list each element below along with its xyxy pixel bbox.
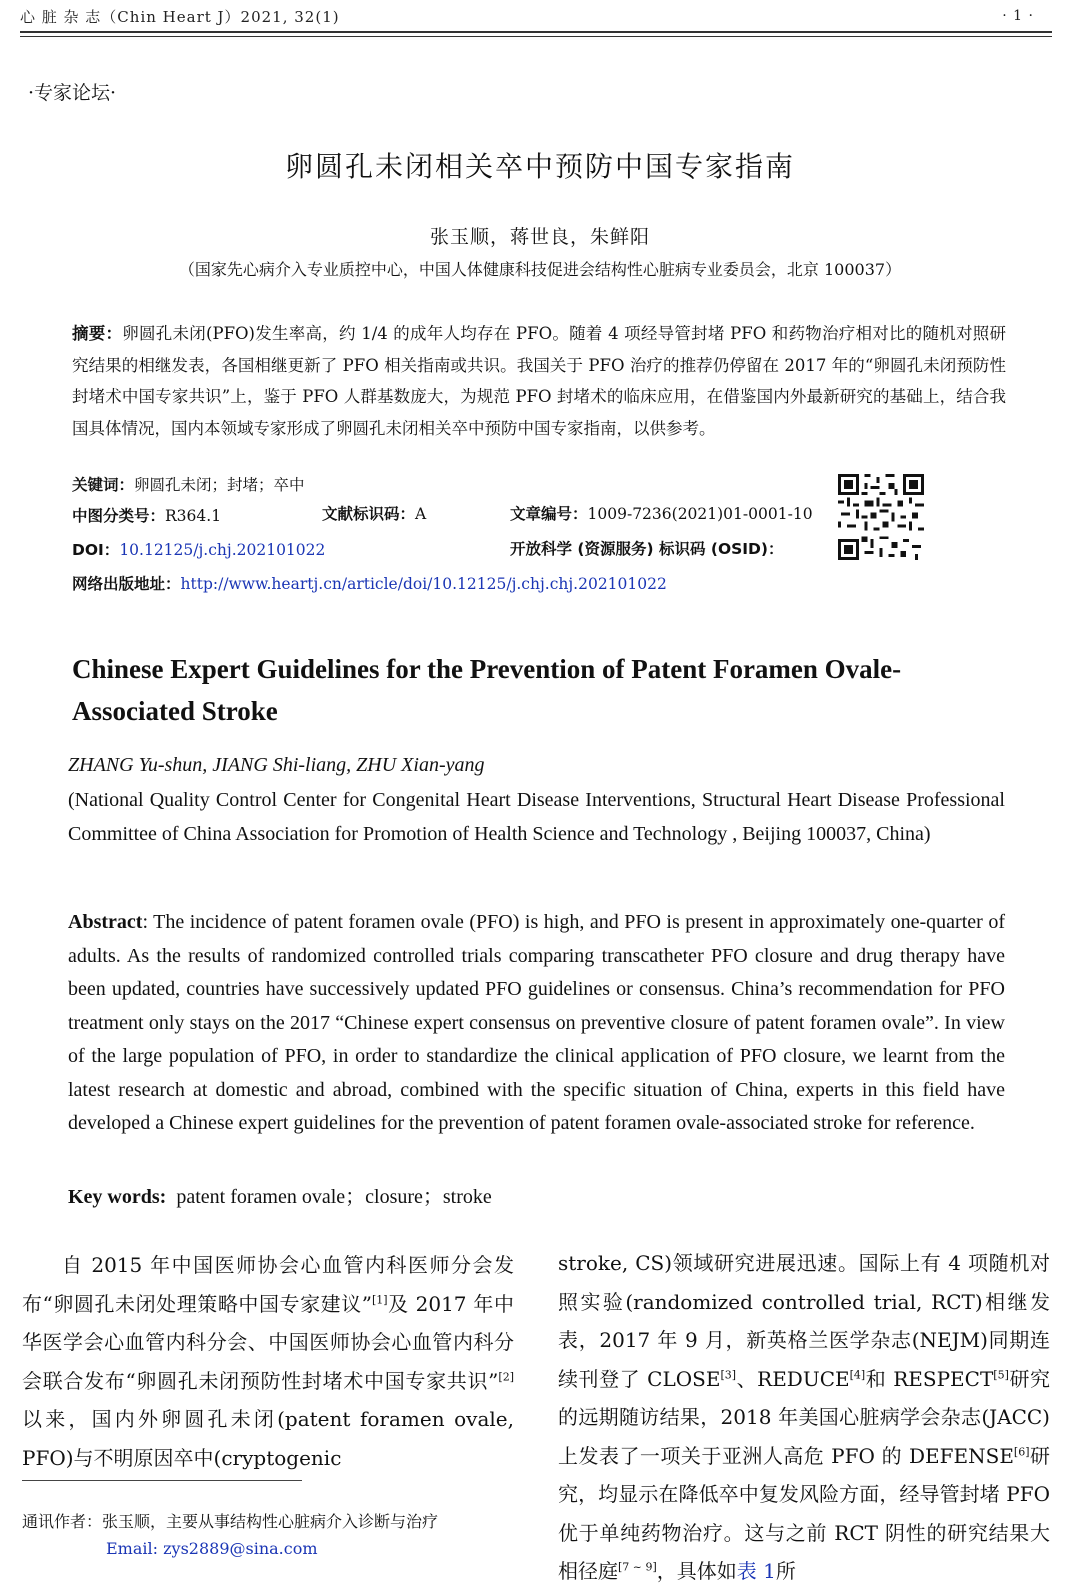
citation-4[interactable]: [4] [849, 1367, 866, 1381]
body-text: 、REDUCE [736, 1366, 850, 1391]
en-keywords [68, 1180, 492, 1209]
corresponding-author-note: 通讯作者：张玉顺，主要从事结构性心脏病介入诊断与治疗 [22, 1512, 439, 1531]
cn-abstract-text: 卵圆孔未闭(PFO)发生率高，约 1/4 的成年人均存在 PFO。随着 4 项经导管封堵 PFO 和药物治疗相对比的随机对照研究结果的相继发表，各国相继更新了 PFO 相关指南或共识。我国关于 PFO 治疗的推荐仍停留在 2017 年的“卵圆孔未闭预防性封堵术中国专家共识”上，鉴于 PFO 人群基数庞大，为规范 PFO 封堵术的临床应用，在借鉴国内外最新研究的基础上，结合我国具体情况，国内本领域专家形成了卵圆孔未闭相关卒中预防中国专家指南，以供参考。 [72, 324, 1007, 438]
en-title: Chinese Expert Guidelines for the Prevention of Patent Foramen Ovale-Associated Stroke [72, 654, 902, 726]
body-text: 及 2017 年中华医学会心血管内科分会、中国医师协会心血管内科分会联合发布“卵圆孔未闭预防性封堵术中国专家共识” [22, 1291, 514, 1393]
en-affiliation: (National Quality Control Center for Congenital Heart Disease Interventions, Structural Heart Disease Professional Committee of China Association for Promotion of Health Science and Technology , Beijing 100037, China) [68, 789, 1005, 845]
citation-1[interactable]: [1] [371, 1292, 388, 1306]
doi-link[interactable]: 10.12125/j.chj.202101022 [119, 541, 326, 559]
article-number [510, 502, 813, 524]
web-address [72, 572, 667, 594]
citation-2[interactable]: [2] [498, 1369, 514, 1383]
body-left-column [22, 1246, 514, 1477]
body-text: ，具体如 [656, 1559, 737, 1583]
email-label: Email: [106, 1539, 159, 1558]
en-authors: ZHANG Yu-shun, JIANG Shi-liang, ZHU Xian-yang [68, 754, 485, 776]
document-code [322, 502, 426, 524]
cn-keywords-label: 关键词： [72, 476, 135, 494]
body-text: 自 2015 年中国医师协会心血管内科医师分会发布“卵圆孔未闭处理策略中国专家建议” [22, 1253, 514, 1316]
clc-label: 中图分类号： [72, 507, 166, 525]
cn-affiliation: （国家先心病介入专业质控中心，中国人体健康科技促进会结构性心脏病专业委员会，北京 100037） [178, 260, 902, 279]
en-abstract-text: : The incidence of patent foramen ovale (PFO) is high, and PFO is present in approximately one-quarter of adults. As the results of randomized controlled trials comparing transcatheter PFO closure and drug therapy have been updated, countries have successively updated PFO guidelines or consensus. China’s recommendation for PFO treatment only stays on the 2017 “Chinese expert consensus on preventive closure of patent foramen ovale”. In view of the large population of PFO, in order to standardize the clinical application of PFO closure, we learnt from the latest research at domestic and abroad, combined with the specific situation of China, experts in this field have developed a Chinese expert guidelines for the prevention of patent foramen ovale-associated stroke for reference. [68, 911, 1005, 1134]
web-url-link[interactable]: http://www.heartj.cn/article/doi/10.12125/j.chj.chj.202101022 [180, 575, 667, 593]
body-right-column [558, 1244, 1050, 1591]
citation-3[interactable]: [3] [720, 1367, 737, 1381]
en-abstract-label: Abstract [68, 911, 143, 933]
cn-abstract [72, 318, 1006, 444]
header-rule [20, 31, 1052, 33]
cn-title: 卵圆孔未闭相关卒中预防中国专家指南 [284, 150, 795, 183]
table-1-link[interactable]: 表 1 [736, 1559, 776, 1583]
doi [72, 538, 325, 560]
page-number: · 1 · [1002, 8, 1034, 24]
body-text: 和 RESPECT [865, 1366, 994, 1391]
cn-abstract-label: 摘要： [72, 324, 123, 343]
cn-authors: 张玉顺，蒋世良，朱鲜阳 [429, 226, 650, 248]
en-keywords-text: patent foramen ovale；closure；stroke [176, 1186, 492, 1208]
article-no-label: 文章编号： [510, 505, 588, 523]
web-label: 网络出版地址： [72, 575, 181, 593]
body-text: 研究，均显示在降低卒中复发风险方面，经导管封堵 PFO 优于单纯药物治疗。这与之前 RCT 阴性的研究结果大相径庭 [558, 1443, 1050, 1583]
header-rule-thin [20, 36, 1052, 37]
citation-6[interactable]: [6] [1013, 1444, 1030, 1458]
clc-number [72, 504, 221, 526]
email-link[interactable]: zys2889@sina.com [163, 1539, 318, 1558]
en-keywords-label: Key words: [68, 1186, 167, 1208]
running-header: 心 脏 杂 志（Chin Heart J）2021, 32(1) [20, 8, 340, 26]
footnote-rule [22, 1480, 302, 1481]
doc-code-value: A [415, 505, 427, 523]
citation-5[interactable]: [5] [993, 1367, 1009, 1381]
qr-code-icon [838, 474, 924, 560]
article-no-value: 1009-7236(2021)01-0001-10 [587, 505, 813, 523]
body-text: 以来，国内外卵圆孔未闭(patent foramen ovale, PFO)与不明原因卒中(cryptogenic [22, 1407, 514, 1470]
column-tag: ·专家论坛· [28, 82, 117, 104]
doi-label: DOI： [72, 541, 120, 559]
body-text: 研究的远期随访结果，2018 年美国心脏病学会杂志(JACC)上发表了一项关于亚洲人高危 PFO 的 DEFENSE [558, 1366, 1051, 1468]
body-text: 所 [775, 1559, 796, 1583]
cn-keywords-text: 卵圆孔未闭；封堵；卒中 [134, 476, 305, 494]
cn-keywords [72, 473, 305, 495]
en-abstract [68, 906, 1005, 1141]
body-text: stroke, CS)领域研究进展迅速。国际上有 4 项随机对照实验(randomized controlled trial, RCT)相继发表，2017 年 9 月，新英格兰医学杂志(NEJM)同期连续刊登了 CLOSE [558, 1251, 1050, 1391]
citation-7-9[interactable]: [7 ~ 9] [618, 1560, 657, 1574]
osid-label: 开放科学 (资源服务) 标识码 (OSID)： [510, 540, 784, 558]
email [106, 1539, 318, 1558]
clc-value: R364.1 [165, 507, 222, 525]
doc-code-label: 文献标识码： [322, 505, 416, 523]
